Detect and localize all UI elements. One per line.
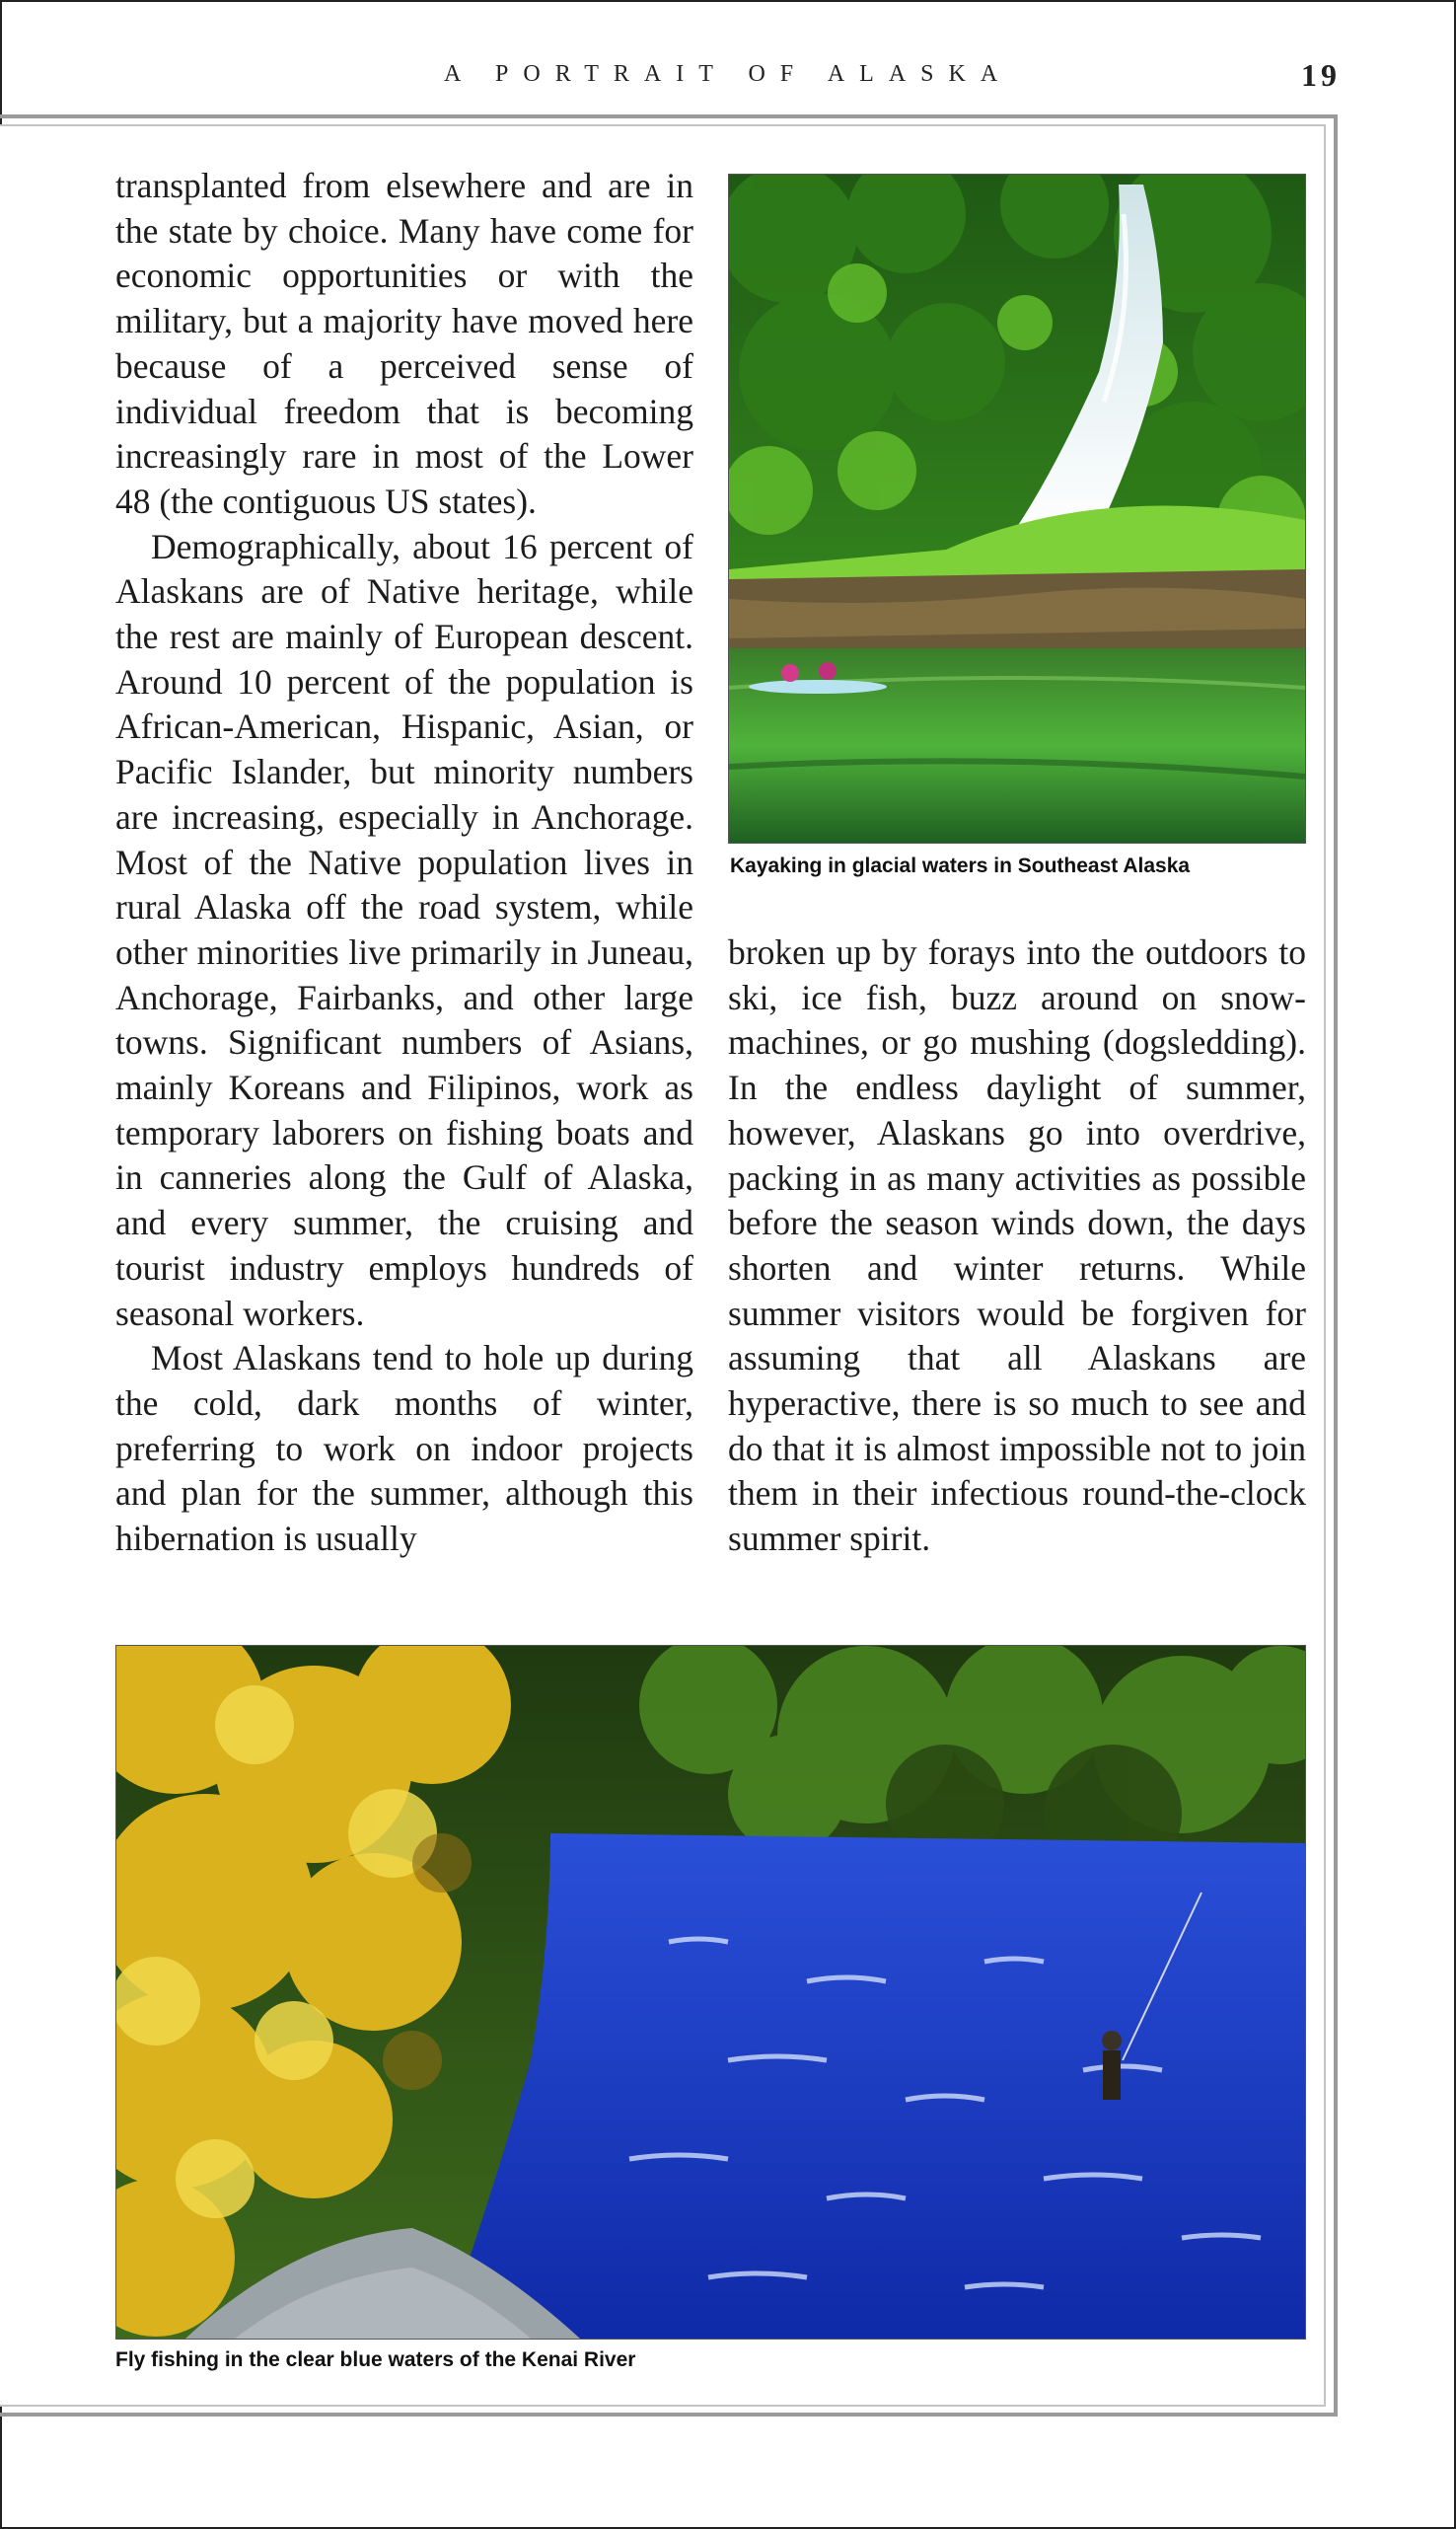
paragraph: Demographically, about 16 percent of Alaskans are of Native heritage, while the rest are mainly of European descent. Around 10 percent of the population is African-American, Hispanic, Asian, or Pacific Islander, but minority numbers are increasing, especially in Anchorage. Most of the Native population lives in rural Alaska off the road system, while other minorities live primarily in Juneau, Anchorage, Fairbanks, and other large towns. Significant numbers of Asians, mainly Koreans and Filipinos, work as temporary laborers on fishing boats and in canneries along the Gulf of Alaska, and every summer, the cruising and tourist industry employs hundreds of seasonal workers. <box>115 526 693 1333</box>
running-title: A PORTRAIT OF ALASKA <box>444 61 1013 87</box>
photo-caption: Fly fishing in the clear blue waters of the Kenai River <box>115 2348 636 2371</box>
paragraph: transplanted from elsewhere and are in the state by choice. Many have come for economic opportunities or with the military, but a majority have moved here because of a perceived sense of individual freedom that is becoming increasingly rare in most of the Lower 48 (the contiguous US states). <box>115 166 693 521</box>
page-number: 19 <box>1301 57 1341 93</box>
paragraph: Most Alaskans tend to hole up during the cold, dark months of winter, preferring to work on indoor projects and plan for the summer, although this hibernation is usually <box>115 1338 693 1559</box>
left-column <box>115 164 693 1562</box>
photo-caption: Kayaking in glacial waters in Southeast Alaska <box>730 855 1191 877</box>
fly-fishing-photo <box>115 1645 1306 2340</box>
right-column <box>728 930 1306 1562</box>
kayaking-photo <box>728 174 1306 844</box>
paragraph: broken up by forays into the outdoors to ski, ice fish, buzz around on snowmachines, or go mushing (dogsledding). In the endless daylight of summer, however, Alaskans go into overdrive, packing in as many activities as possible before the season winds down, the days shorten and winter returns. While summer visitors would be forgiven for assuming that all Alaskans are hyperactive, there is so much to see and do that it is almost impossible not to join them in their infectious round-the-clock summer spirit. <box>728 932 1306 1559</box>
running-header <box>0 57 1456 101</box>
